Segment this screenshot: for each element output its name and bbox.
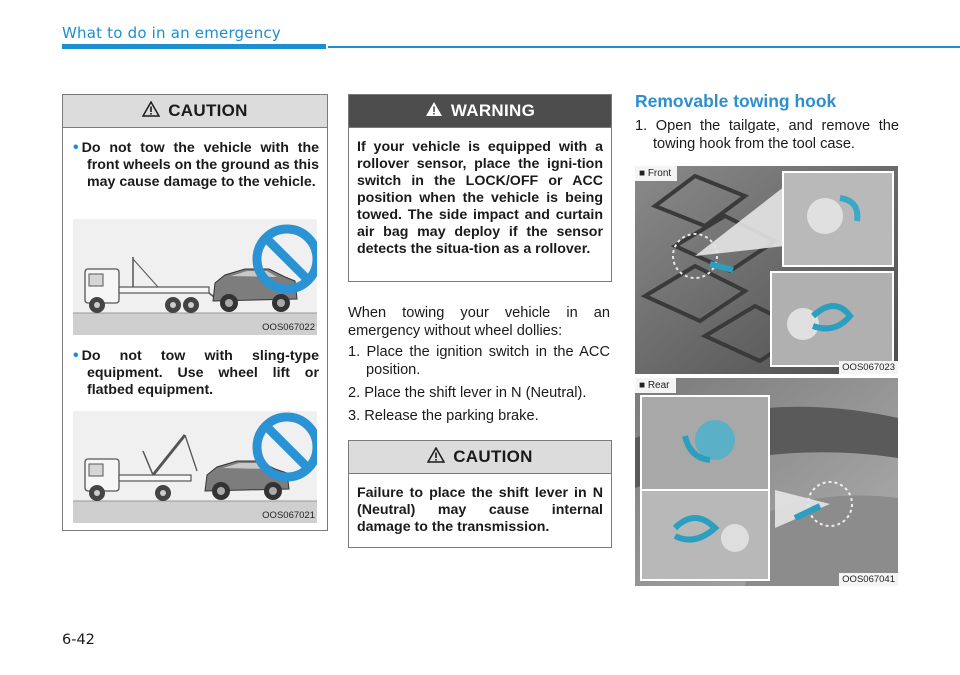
towing-step: 2. Place the shift lever in N (Neutral). [348, 385, 587, 401]
caution-box-towing [62, 94, 328, 531]
page-number: 6-42 [62, 632, 95, 648]
caution-heading-text: CAUTION [168, 101, 248, 120]
towing-hook-title: Removable towing hook [635, 91, 837, 111]
illustration-sling-tow [73, 411, 317, 523]
caution-heading-text: CAUTION [453, 447, 533, 466]
caution-heading [63, 95, 327, 128]
caution-bullet-2 [73, 347, 319, 399]
warning-text: If your vehicle is equipped with a rollover sensor, place the igni-tion switch in the LOCK/OFF or ACC position when the vehicle is being towed. The side impact and curtain air bag may deploy if the sensor detects the situa-tion as a rollover. [357, 139, 603, 257]
warning-box-rollover [348, 94, 612, 282]
figure-caption: OOS067023 [839, 361, 898, 374]
caution-box-transmission [348, 440, 612, 548]
caution-bullet-2-text: Do not tow with sling-type equipment. Use wheel lift or flatbed equipment. [81, 348, 319, 398]
section-title: What to do in an emergency [62, 24, 281, 42]
photo-front-hook [635, 166, 898, 374]
figure-caption: OOS067022 [262, 322, 315, 333]
caution-bullet-1 [73, 139, 319, 191]
figure-caption: OOS067021 [262, 510, 315, 521]
towing-intro: When towing your vehicle in an emergency without wheel dollies: [348, 305, 610, 339]
bullet-dot: • [73, 347, 79, 364]
towing-step: 1. Place the ignition switch in the ACC position. [348, 344, 610, 378]
prohibition-icon [257, 417, 317, 477]
warning-heading [349, 95, 611, 128]
towing-hook-step-1: 1. Open the tailgate, and remove the towing hook from the tool case. [635, 118, 899, 152]
illustration-tow-front-wheels [73, 219, 317, 335]
figure-caption: OOS067041 [839, 573, 898, 586]
caution-heading [349, 441, 611, 474]
front-label: ■ Front [635, 166, 677, 181]
warning-triangle-icon [425, 101, 443, 122]
warning-heading-text: WARNING [450, 101, 536, 120]
towing-steps [348, 343, 610, 425]
caution-triangle-icon [142, 101, 160, 122]
caution-transmission-text: Failure to place the shift lever in N (Neutral) may cause internal damage to the transmission. [357, 485, 603, 535]
caution-bullet-1-text: Do not tow the vehicle with the front wheels on the ground as this may cause damage to the vehicle. [81, 140, 319, 190]
header-accent-bar [62, 44, 326, 49]
header-rule [328, 46, 960, 48]
photo-rear-hook [635, 378, 898, 586]
rear-label: ■ Rear [635, 378, 676, 393]
caution-triangle-icon [427, 447, 445, 468]
towing-step: 3. Release the parking brake. [348, 408, 539, 424]
bullet-dot: • [73, 139, 79, 156]
